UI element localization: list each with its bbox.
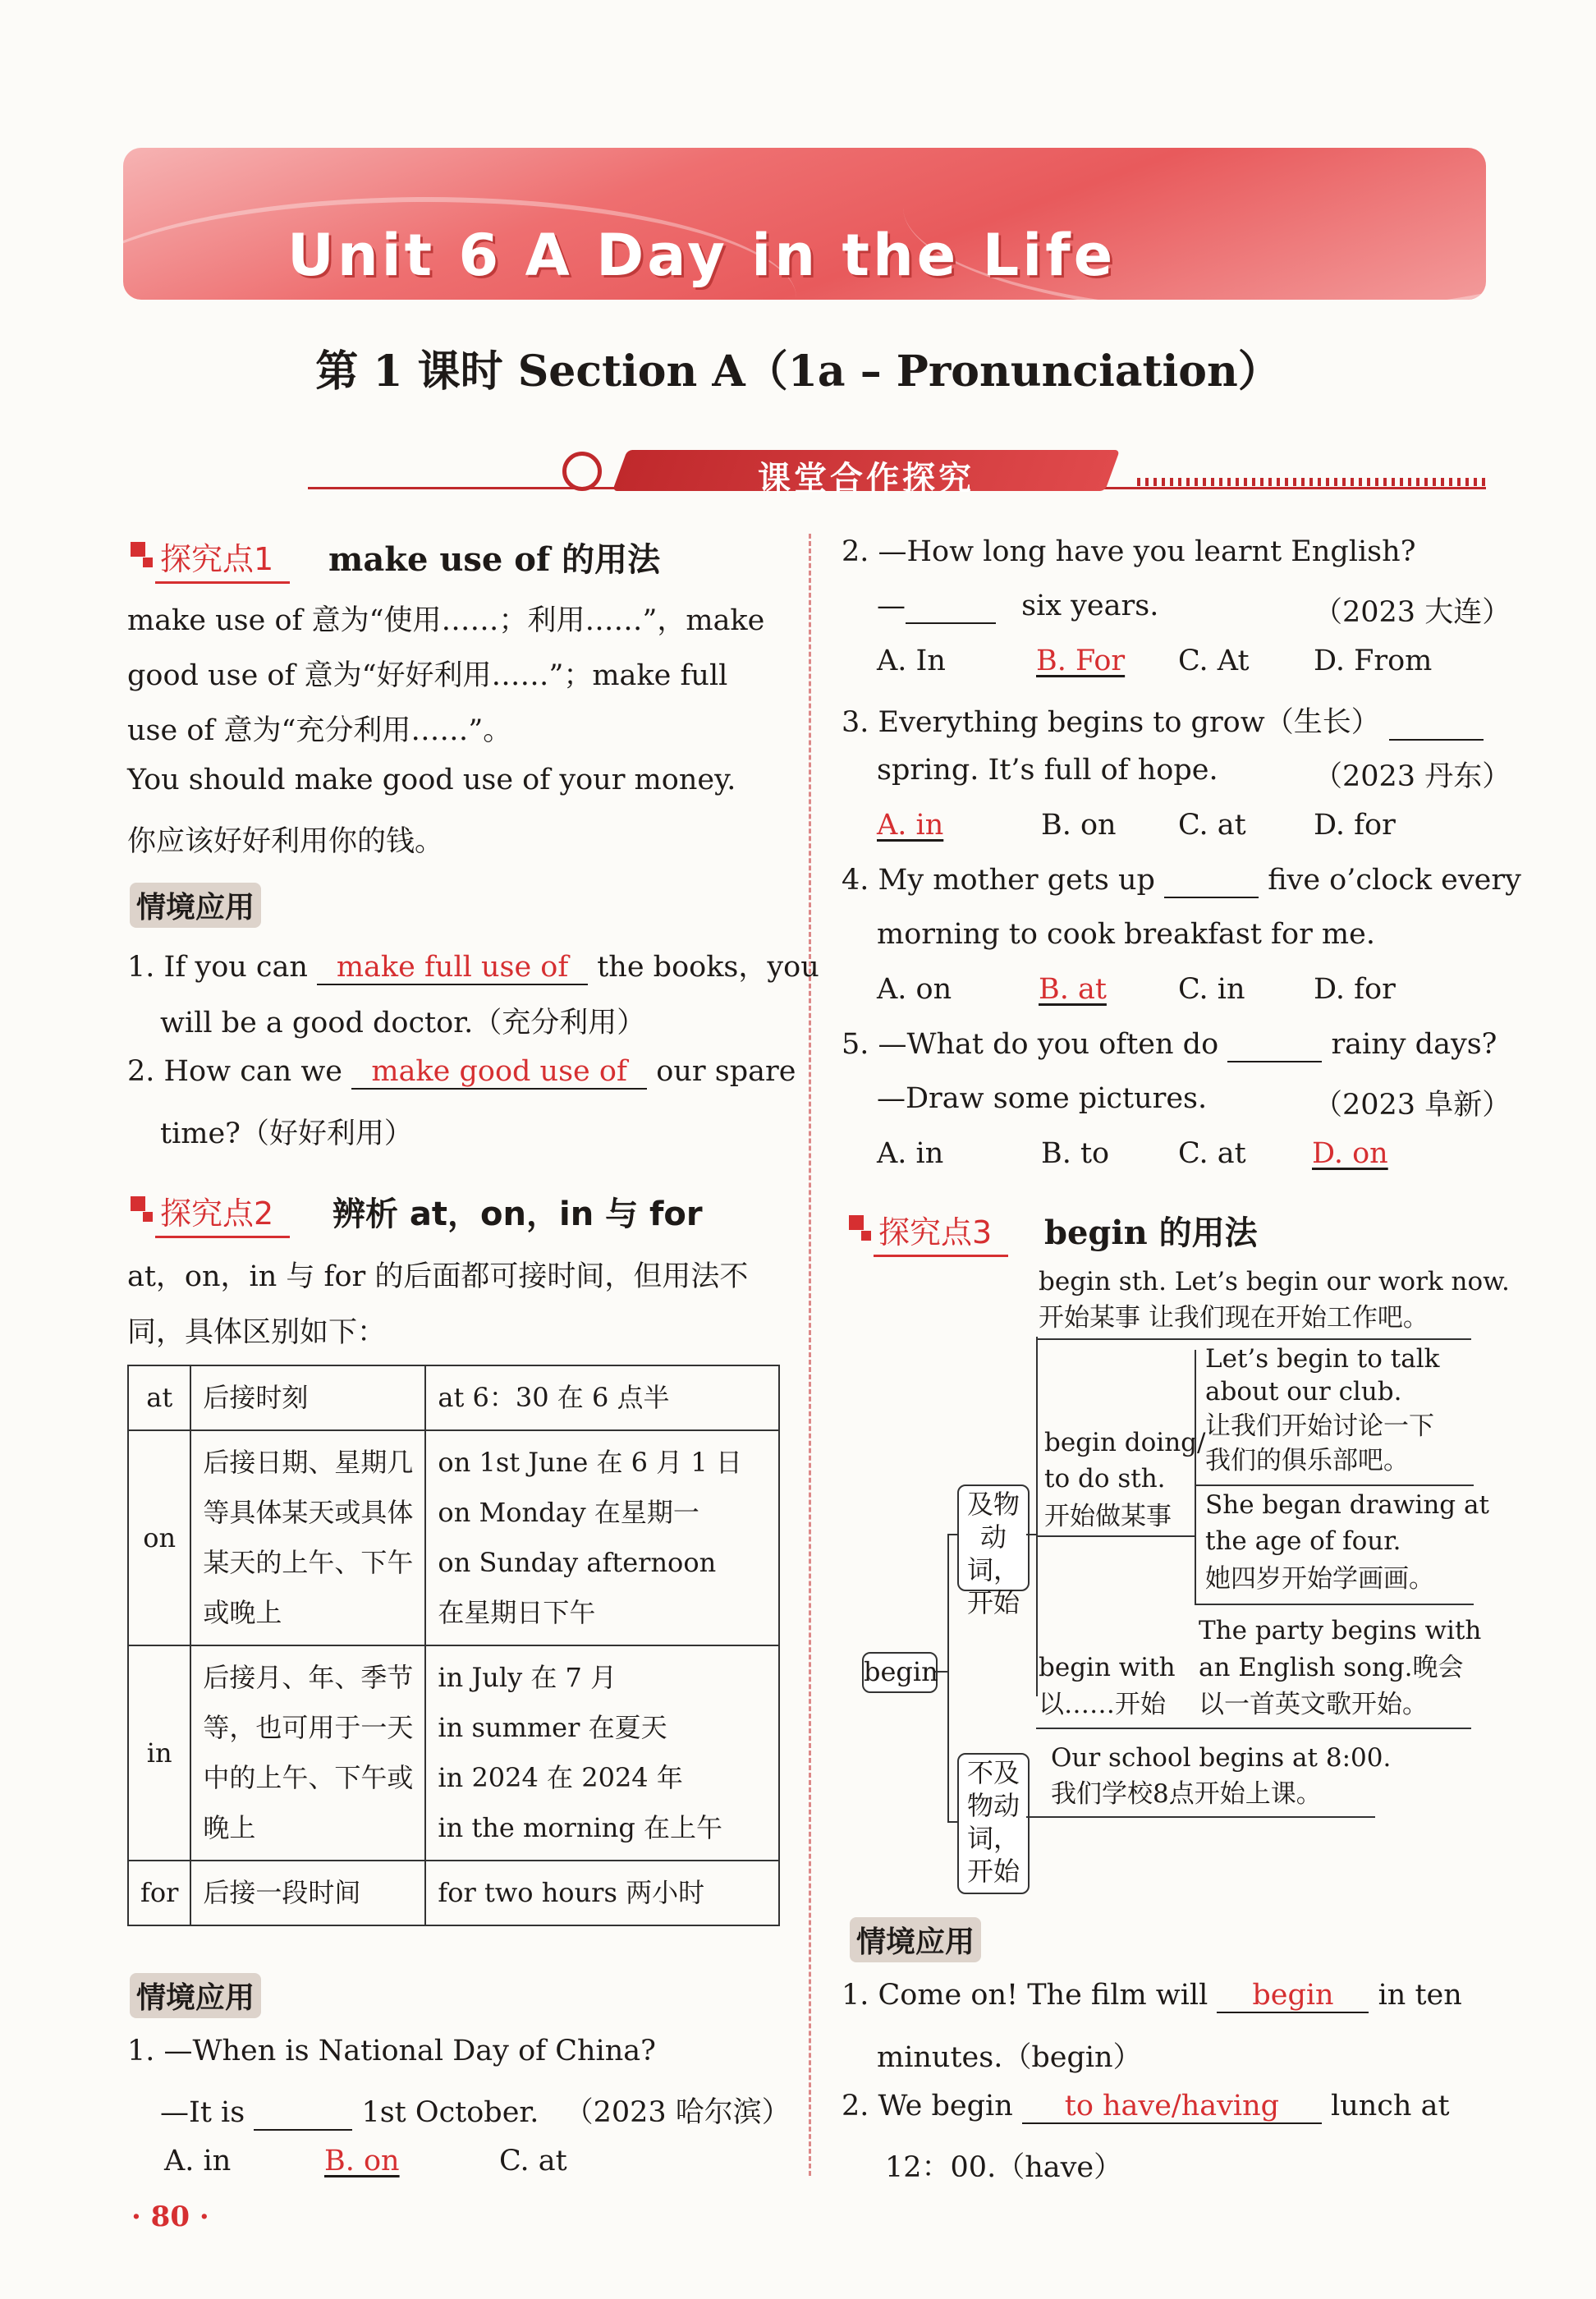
cell-text: 后接日期、星期几 [203, 1447, 414, 1478]
option[interactable]: A. in [164, 2145, 232, 2177]
band-dots [1137, 478, 1486, 486]
point3-heading: begin 的用法 [1044, 1214, 1258, 1252]
begin-doing-example: 让我们开始讨论一下 [1205, 1411, 1434, 1441]
intransitive-example: Our school begins at 8:00. [1051, 1743, 1392, 1773]
begin-doing-example: 我们的俱乐部吧。 [1205, 1446, 1409, 1475]
option[interactable]: C. in [1178, 973, 1245, 1006]
p1-question-2-line2: time?（好好利用） [160, 1117, 413, 1150]
cell-text: 后接时刻 [203, 1382, 309, 1413]
option[interactable]: C. At [1178, 645, 1250, 677]
table-example [425, 1645, 779, 1861]
context-practice-label: 情境应用 [130, 1973, 261, 2018]
begin-sth: begin sth. Let’s begin our work now. [1039, 1267, 1510, 1296]
begin-with-example: 以一首英文歌开始。 [1199, 1690, 1428, 1719]
mindmap-transitive: 及物动词，开始 [957, 1484, 1030, 1591]
q-text: 1st October. [361, 2096, 539, 2129]
intransitive-example: 我们学校8点开始上课。 [1051, 1779, 1322, 1809]
r-question-3 [842, 700, 1484, 741]
cell-text: in summer 在夏天 [438, 1712, 667, 1743]
option-correct[interactable]: B. at [1039, 973, 1107, 1006]
q-text: —It is [160, 2096, 245, 2129]
answer-blank[interactable] [1164, 864, 1259, 898]
p2-question-1: 1. —When is National Day of China? [127, 2035, 656, 2067]
answer-blank[interactable] [1389, 706, 1484, 741]
q-text: rainy days? [1331, 1028, 1497, 1061]
begin-doing-label: 开始做某事 [1044, 1502, 1172, 1531]
q-text: the books，you [597, 951, 819, 984]
cell-text: on Monday 在星期一 [438, 1497, 699, 1528]
q-text: in ten [1378, 1979, 1462, 2012]
option[interactable]: C. at [499, 2145, 567, 2177]
point1-example-zh: 你应该好好利用你的钱。 [127, 825, 444, 858]
q-text: — [877, 590, 906, 622]
table-word: at [128, 1365, 190, 1430]
connector [947, 1534, 957, 1535]
q-text: 3. Everything begins to grow（生长） [842, 706, 1380, 739]
q-text: 1. If you can [127, 951, 308, 984]
option[interactable]: C. at [1178, 1137, 1246, 1170]
cell-text: 后接月、年、季节 [203, 1662, 414, 1693]
table-desc [190, 1861, 425, 1925]
point1-line: good use of 意为“好好利用……”；make full [127, 659, 728, 692]
r-question-5-line2: —Draw some pictures. [877, 1082, 1208, 1115]
q-text: five o’clock every [1268, 864, 1521, 897]
option-correct[interactable]: B. For [1036, 645, 1126, 677]
connector [1195, 1350, 1196, 1604]
connector [1036, 1337, 1038, 1696]
answer-blank[interactable] [1227, 1028, 1322, 1062]
point3-tag: 探究点3 [878, 1207, 992, 1252]
connector [1036, 1535, 1195, 1537]
point1-line: use of 意为“充分利用……”。 [127, 714, 512, 747]
begin-doing-label: begin doing/ [1044, 1428, 1206, 1457]
option-correct[interactable]: B. on [324, 2145, 400, 2177]
cell-text: 某天的上午、下午 [203, 1547, 414, 1578]
answer-blank[interactable]: begin [1217, 1979, 1369, 2013]
p1-question-2 [127, 1055, 796, 1090]
point2-intro: 同，具体区别如下： [127, 1316, 387, 1349]
r-question-3-line2: spring. It’s full of hope. [877, 754, 1218, 787]
table-row [128, 1861, 779, 1925]
source-note: （2023 哈尔滨） [564, 2096, 791, 2129]
begin-doing-example: Let’s begin to talk [1205, 1344, 1440, 1374]
option[interactable]: A. In [877, 645, 946, 677]
table-word: for [128, 1861, 190, 1925]
begin-doing-example: about our club. [1205, 1377, 1402, 1406]
section-band-title: 课堂合作探究 [758, 460, 975, 498]
q-text: our spare [656, 1055, 796, 1088]
connector [1195, 1484, 1474, 1486]
cell-text: 或晚上 [203, 1597, 282, 1628]
source-note: （2023 丹东） [1314, 760, 1511, 793]
begin-with-example: The party begins with [1199, 1616, 1482, 1645]
target-icon [562, 452, 602, 491]
connector [1036, 1338, 1471, 1340]
answer-blank[interactable]: make full use of [317, 951, 588, 985]
r-question-5 [842, 1028, 1497, 1062]
q-text: 2. How can we [127, 1055, 343, 1088]
cell-text: in July 在 7 月 [438, 1662, 617, 1693]
q-text: 2. We begin [842, 2090, 1013, 2122]
table-desc [190, 1365, 425, 1430]
connector [1036, 1728, 1471, 1729]
r-question-4-line2: morning to cook breakfast for me. [877, 918, 1375, 951]
page-number: · 80 · [131, 2200, 209, 2233]
source-note: （2023 大连） [1314, 596, 1511, 629]
option-correct[interactable]: A. in [877, 809, 944, 842]
context-practice-label: 情境应用 [130, 883, 261, 928]
unit-banner [123, 148, 1486, 300]
comparison-table [127, 1365, 780, 1926]
table-desc [190, 1430, 425, 1645]
cell-text: at 6：30 在 6 点半 [438, 1382, 670, 1413]
lesson-title: 第 1 课时 Section A（1a – Pronunciation） [315, 346, 1281, 397]
answer-blank[interactable]: make good use of [351, 1055, 647, 1090]
table-example [425, 1365, 779, 1430]
cell-text: 晚上 [203, 1812, 256, 1843]
p1-question-1-line2: will be a good doctor.（充分利用） [160, 1007, 646, 1039]
p3-question-1-line2: minutes.（begin） [877, 2041, 1142, 2074]
table-example [425, 1430, 779, 1645]
table-row [128, 1365, 779, 1430]
connector [947, 1821, 957, 1823]
table-row [128, 1430, 779, 1645]
point1-line: make use of 意为“使用……；利用……”，make [127, 604, 765, 637]
section-band [127, 450, 1486, 499]
begin-with-example: an English song.晚会 [1199, 1653, 1464, 1682]
cell-text: 在星期日下午 [438, 1597, 596, 1628]
mindmap-root: begin [862, 1652, 938, 1693]
table-example [425, 1861, 779, 1925]
cell-text: 后接一段时间 [203, 1877, 361, 1908]
r-question-2: 2. —How long have you learnt English? [842, 535, 1416, 568]
connector [1026, 1534, 1036, 1535]
begin-doing-example: the age of four. [1205, 1526, 1401, 1556]
option[interactable]: A. in [877, 1137, 944, 1170]
table-row [128, 1645, 779, 1861]
begin-with-label: begin with [1039, 1653, 1176, 1682]
p2-question-1-line2 [160, 2090, 791, 2131]
cell-text: in 2024 在 2024 年 [438, 1762, 683, 1793]
p3-question-2 [842, 2090, 1450, 2124]
unit-title: Unit 6 A Day in the Life [287, 222, 1117, 289]
option[interactable]: C. at [1178, 809, 1246, 842]
q-text: 4. My mother gets up [842, 864, 1155, 897]
cell-text: in the morning 在上午 [438, 1812, 723, 1843]
q-text: 1. Come on! The film will [842, 1979, 1208, 2012]
option-correct[interactable]: D. on [1312, 1137, 1388, 1170]
cell-text: on 1st June 在 6 月 1 日 [438, 1447, 742, 1478]
cell-text: 中的上午、下午或 [203, 1762, 414, 1793]
r-question-2-line2 [877, 590, 1158, 624]
p3-question-1 [842, 1979, 1462, 2013]
table-word: in [128, 1645, 190, 1861]
context-practice-label: 情境应用 [850, 1917, 981, 1962]
point2-heading: 辨析 at，on，in 与 for [332, 1195, 703, 1233]
point1-tag: 探究点1 [160, 534, 273, 579]
connector [947, 1534, 949, 1821]
q-text: 5. —What do you often do [842, 1028, 1219, 1061]
table-word: on [128, 1430, 190, 1645]
q-text: lunch at [1331, 2090, 1450, 2122]
cell-text: 等具体某天或具体 [203, 1497, 414, 1528]
cell-text: for two hours 两小时 [438, 1877, 705, 1908]
option[interactable]: A. on [877, 973, 952, 1006]
connector [935, 1671, 947, 1673]
cell-text: 等，也可用于一天 [203, 1712, 414, 1743]
source-note: （2023 阜新） [1314, 1089, 1511, 1122]
table-desc [190, 1645, 425, 1861]
begin-doing-example: She began drawing at [1205, 1490, 1489, 1520]
mindmap-intransitive: 不及物动词，开始 [957, 1753, 1030, 1894]
connector [1026, 1816, 1375, 1818]
cell-text: on Sunday afternoon [438, 1547, 717, 1578]
begin-with-label: 以……开始 [1039, 1690, 1166, 1719]
option[interactable]: B. to [1041, 1137, 1110, 1170]
option[interactable]: D. From [1314, 645, 1433, 677]
begin-sth-zh: 开始某事 让我们现在开始工作吧。 [1039, 1303, 1429, 1333]
connector [1195, 1604, 1474, 1605]
option[interactable]: B. on [1041, 809, 1117, 842]
answer-blank[interactable] [906, 590, 996, 624]
q-text: six years. [1021, 590, 1159, 622]
p3-question-2-line2: 12：00.（have） [885, 2151, 1123, 2184]
begin-doing-example: 她四岁开始学画画。 [1205, 1564, 1434, 1594]
point1-heading: make use of 的用法 [328, 540, 661, 579]
point2-intro: at，on，in 与 for 的后面都可接时间，但用法不 [127, 1260, 749, 1293]
column-divider [809, 534, 811, 2176]
r-question-4 [842, 864, 1521, 898]
answer-blank[interactable]: to have/having [1022, 2090, 1322, 2124]
p1-question-1 [127, 944, 819, 985]
point1-example-en: You should make good use of your money. [127, 764, 736, 796]
option[interactable]: D. for [1314, 809, 1396, 842]
answer-blank[interactable] [254, 2096, 352, 2131]
begin-doing-label: to do sth. [1044, 1464, 1166, 1494]
option[interactable]: D. for [1314, 973, 1396, 1006]
point2-tag: 探究点2 [160, 1188, 273, 1233]
